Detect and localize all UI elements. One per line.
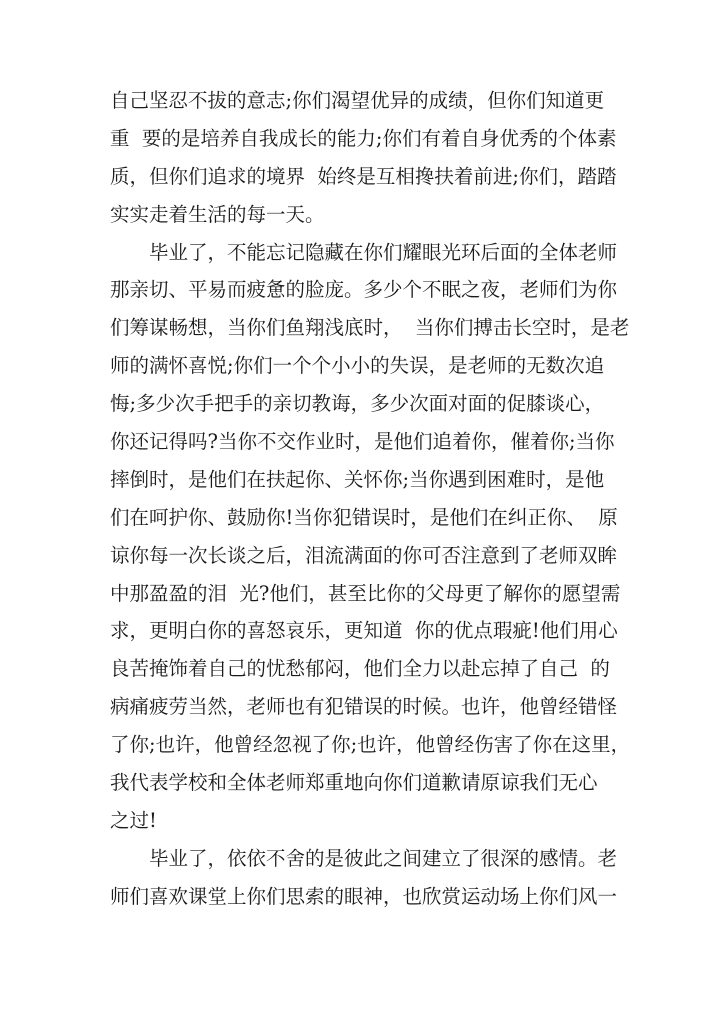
text-line: 师们喜欢课堂上你们思索的眼神，也欣赏运动场上你们风一 bbox=[110, 884, 618, 908]
text-line: 我代表学校和全体老师郑重地向你们道歉请原谅我们无心 bbox=[110, 771, 598, 795]
text-line: 们在呵护你、鼓励你!当你犯错误时，是他们在纠正你、 原 bbox=[110, 505, 618, 529]
text-line: 师的满怀喜悦;你们一个个小小的失误，是老师的无数次追 bbox=[110, 354, 605, 378]
text-line: 毕业了，依依不舍的是彼此之间建立了很深的感情。老 bbox=[149, 846, 618, 870]
text-line: 质，但你们追求的境界 始终是互相搀扶着前进;你们，踏踏 bbox=[110, 164, 617, 188]
text-line: 你还记得吗?当你不交作业时，是他们追着你，催着你;当你 bbox=[110, 430, 615, 454]
text-line: 摔倒时，是他们在扶起你、关怀你;当你遇到困难时，是他 bbox=[110, 467, 605, 491]
text-line: 之过! bbox=[110, 808, 157, 832]
text-line: 实实走着生活的每一天。 bbox=[110, 202, 325, 226]
text-line: 了你;也许，他曾经忽视了你;也许，他曾经伤害了你在这里， bbox=[110, 733, 631, 757]
body-text bbox=[110, 82, 631, 916]
text-line: 病痛疲劳当然，老师也有犯错误的时候。也许，他曾经错怪 bbox=[110, 695, 618, 719]
text-line: 毕业了，不能忘记隐藏在你们耀眼光环后面的全体老师 bbox=[149, 240, 618, 264]
text-line: 求，更明白你的喜怒哀乐，更知道 你的优点瑕疵!他们用心 bbox=[110, 619, 618, 643]
text-line: 良苦掩饰着自己的忧愁郁闷，他们全力以赴忘掉了自己 的 bbox=[110, 657, 610, 681]
text-line: 们筹谋畅想，当你们鱼翔浅底时， 当你们搏击长空时，是老 bbox=[110, 316, 630, 340]
text-line: 谅你每一次长谈之后，泪流满面的你可否注意到了老师双眸 bbox=[110, 543, 618, 567]
text-line: 中那盈盈的泪 光?他们，甚至比你的父母更了解你的愿望需 bbox=[110, 581, 621, 605]
text-line: 那亲切、平易而疲惫的脸庞。多少个不眠之夜，老师们为你 bbox=[110, 278, 618, 302]
text-line: 重 要的是培养自我成长的能力;你们有着自身优秀的个体素 bbox=[110, 126, 617, 150]
text-line: 自己坚忍不拔的意志;你们渴望优异的成绩，但你们知道更 bbox=[110, 89, 605, 112]
text-line: 悔;多少次手把手的亲切教诲，多少次面对面的促膝谈心， bbox=[110, 392, 605, 416]
